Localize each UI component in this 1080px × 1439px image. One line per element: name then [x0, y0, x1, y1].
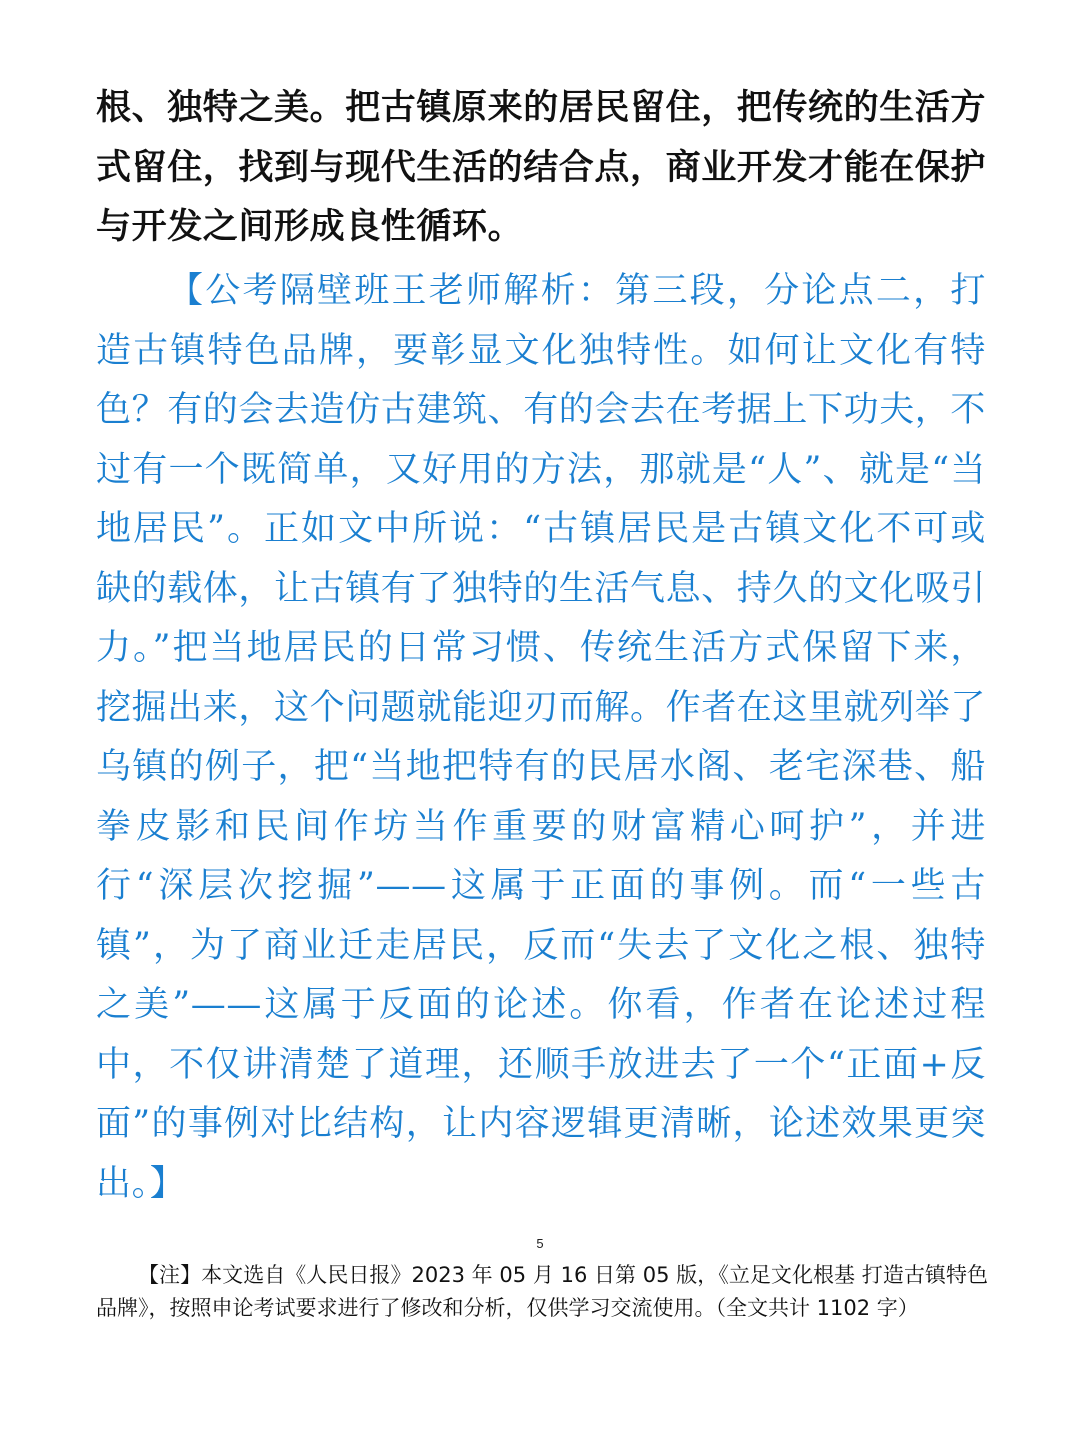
main-paragraph: 根、独特之美。把古镇原来的居民留住，把传统的生活方式留住，找到与现代生活的结合点，商业开发才能在保护与开发之间形成良性循环。 [96, 87, 987, 247]
analysis-paragraph: 【公考隔壁班王老师解析：第三段，分论点二，打造古镇特色品牌，要彰显文化独特性。如何让文化有特色？有的会去造仿古建筑、有的会去在考据上下功夫，不过有一个既简单，又好用的方法，那就是“人”、就是“当地居民”。正如文中所说：“古镇居民是古镇文化不可或缺的载体，让古镇有了独特的生活气息、持久的文化吸引力。”把当地居民的日常习惯、传统生活方式保留下来，挖掘出来，这个问题就能迎刃而解。作者在这里就列举了乌镇的例子，把“当地把特有的民居水阁、老宅深巷、船拳皮影和民间作坊当作重要的财富精心呵护”，并进行“深层次挖掘”——这属于正面的事例。而“一些古镇”，为了商业迁走居民，反而“失去了文化之根、独特之美”——这属于反面的论述。你看，作者在论述过程中，不仅讲清楚了道理，还顺手放进去了一个“正面+反面”的事例对比结构，让内容逻辑更清晰，论述效果更突出。】 [96, 271, 987, 1204]
source-note: 【注】本文选自《人民日报》2023 年 05 月 16 日第 05 版，《立足文化根基 打造古镇特色品牌》，按照申论考试要求进行了修改和分析，仅供学习交流使用。（全文共计 1102 字） [96, 1263, 988, 1320]
page-number: 5 [536, 1236, 544, 1251]
